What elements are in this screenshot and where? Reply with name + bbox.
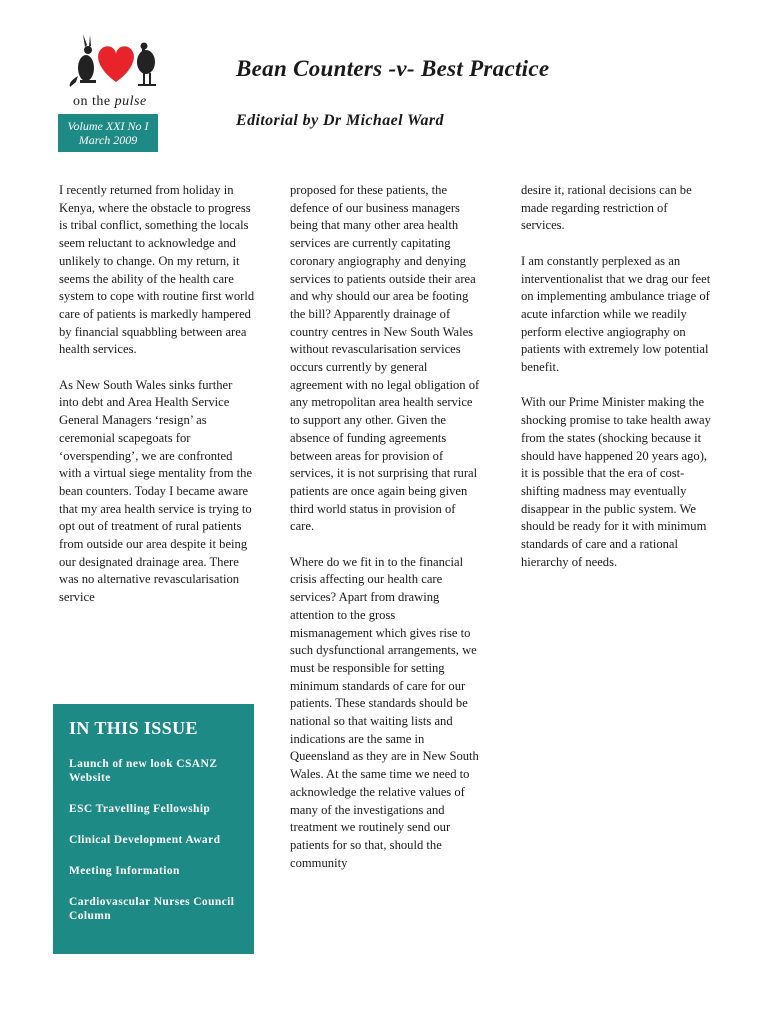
kangaroo-icon: [70, 34, 96, 87]
issue-item[interactable]: Clinical Development Award: [69, 834, 221, 846]
paragraph: As New South Wales sinks further into debt and Area Health Service General Managers ‘resign’ as ceremonial scapegoats for ‘overspending’, we are confronted with a virtual siege mentality from the bean counters. Today I became aware that my area health service is trying to opt out of treatment of rural patients from outside our area despite it being our designated drainage area. There was no alternative revascularisation service: [59, 377, 253, 605]
in-this-issue-heading: IN THIS ISSUE: [69, 718, 198, 738]
article-title: Bean Counters -v- Best Practice: [236, 56, 550, 81]
article-column-3: [521, 182, 711, 589]
paragraph: With our Prime Minister making the shocking promise to take health away from the states (shocking because it should have happened 20 years ago), it is possible that the era of cost-shifting madness may eventually disappear in the public system. We should be ready for it with minimum standards of care and a rational hierarchy of needs.: [521, 395, 711, 569]
volume-label: Volume XXI No I: [67, 119, 149, 133]
masthead-tagline: [73, 94, 147, 110]
paragraph: proposed for these patients, the defence of our business managers being that many other area health services are currently capitating coronary angiography and denying services to patients outside their area and why should our area be footing the bill? Apparently drainage of country centres in New South Wales without revascularisation services occurs currently by general agreement with no legal obligation of any metropolitan area health service to support any other. Given the absence of funding agreements between areas for provision of services, it is not surprising that rural patients are once again being given third world status in provision of care.: [290, 183, 480, 534]
paragraph: I recently returned from holiday in Kenya, where the obstacle to progress is tribal conflict, something the locals seem reluctant to acknowledge and unlikely to change. On my return, it seems the ability of the health care system to cope with routine first world care of patients is markedly hampered by financial squabbling between area health services.: [59, 183, 255, 357]
issue-item[interactable]: ESC Travelling Fellowship: [69, 803, 211, 815]
tagline-italic: pulse: [114, 94, 147, 109]
tagline-prefix: on the: [73, 94, 111, 109]
issue-date: March 2009: [78, 133, 138, 147]
issue-item[interactable]: Launch of new look CSANZ Website: [69, 758, 218, 784]
paragraph: Where do we fit in to the financial crisis affecting our health care services? Apart from drawing attention to the gross mismanagement which gives rise to such dysfunctional arrangements, we must be responsible for setting minimum standards of care for our patients. These standards should be national so that waiting lists and indications are the same in Queensland as they are in New South Wales. At the same time we need to acknowledge the relative values of many of the investigations and treatment we routinely send our patients for so that, should the community: [290, 554, 479, 870]
heart-icon: [98, 46, 134, 82]
volume-box: [58, 114, 158, 152]
article-column-2: [290, 182, 480, 890]
issue-item[interactable]: Meeting Information: [69, 865, 180, 877]
paragraph: I am constantly perplexed as an interventionalist that we drag our feet on implementing ambulance triage of acute infarction while we readily perform elective angiography on patients with extremely low potential benefit.: [521, 253, 711, 375]
article-byline: Editorial by Dr Michael Ward: [236, 112, 444, 129]
paragraph: desire it, rational decisions can be made regarding restriction of services.: [521, 183, 692, 233]
article-column-1: [59, 182, 255, 625]
on-the-pulse-logo: [66, 30, 166, 90]
issue-item[interactable]: Cardiovascular Nurses Council Column: [69, 896, 235, 922]
emu-icon: [137, 43, 156, 87]
in-this-issue-box: [53, 704, 254, 954]
